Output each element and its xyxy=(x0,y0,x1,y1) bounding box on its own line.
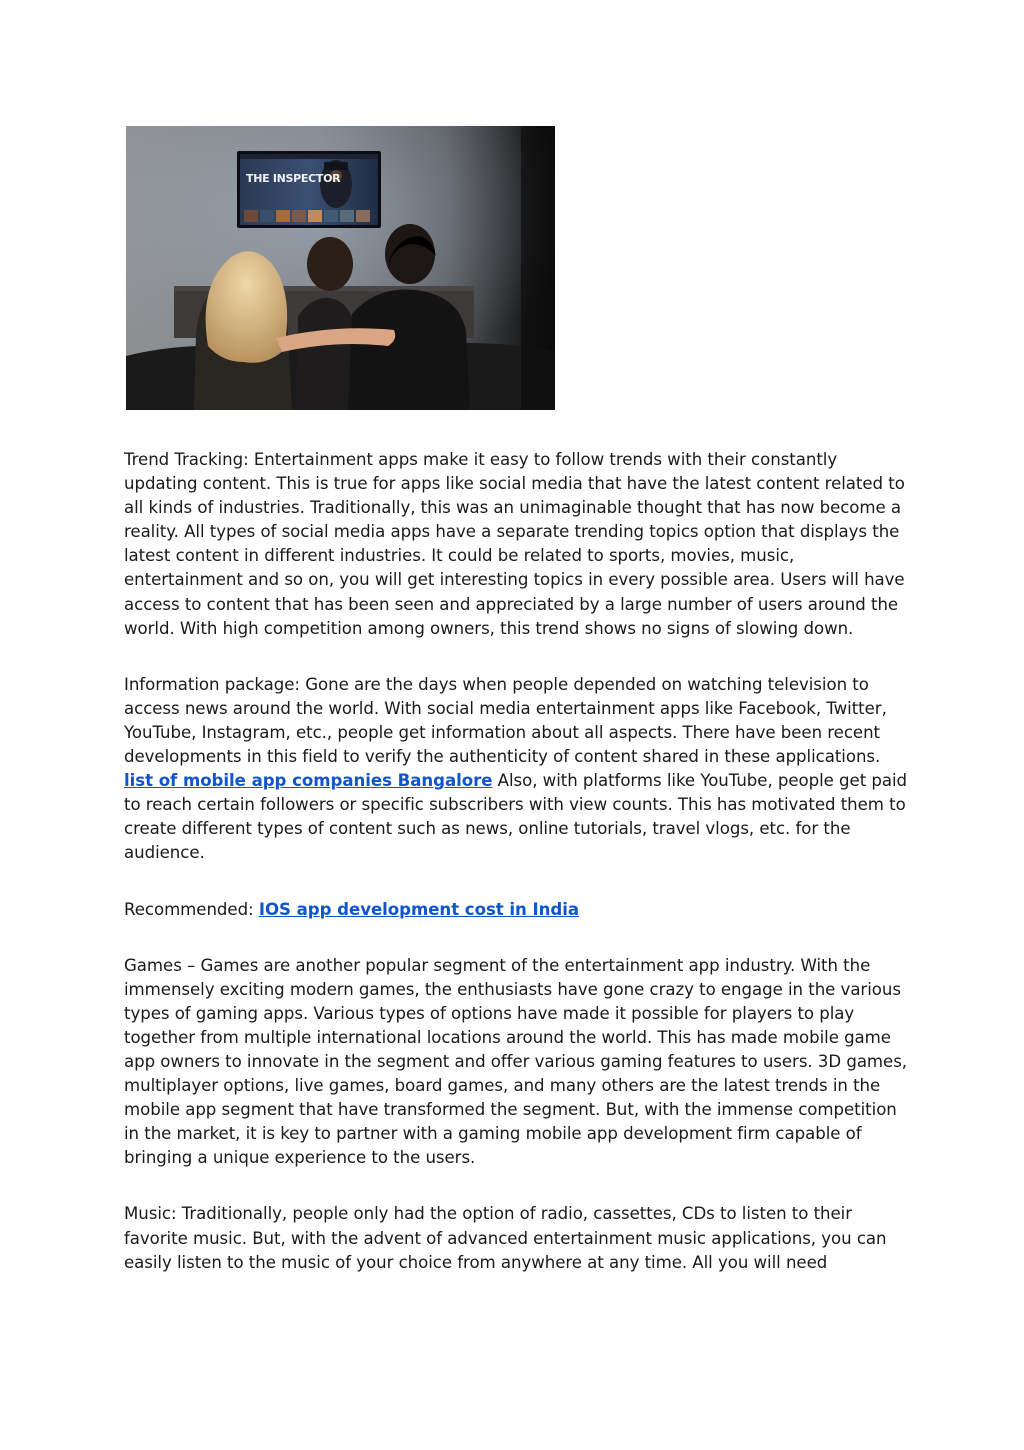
family-watching-tv-photo xyxy=(126,126,555,410)
information-text-after-link: Also, with platforms like YouTube, people get paid to reach certain followers or specific subscribers with view counts. This has motivated them to create different types of content such as news, online tutorials, travel vlogs, etc. for the audience. xyxy=(124,771,908,863)
paragraph-trend-tracking: Trend Tracking: Entertainment apps make it easy to follow trends with their constantly updating content. This is true for apps like social media that have the latest content related to all kinds of industries. Traditionally, this was an unimaginable thought that has now become a reality. All types of social media apps have a separate trending topics option that displays the latest content in different industries. It could be related to sports, movies, music, entertainment and so on, you will get interesting topics in every possible area. Users will have access to content that has been seen and appreciated by a large number of users around the world. With high competition among owners, this trend shows no signs of slowing down. xyxy=(124,450,905,638)
paragraph-recommended xyxy=(124,898,914,922)
tv-show-title: THE INSPECTOR xyxy=(246,172,341,185)
mobile-app-companies-link[interactable]: list of mobile app companies Bangalore xyxy=(124,771,493,791)
recommended-label: Recommended: xyxy=(124,899,259,919)
information-text-before-link: Information package: Gone are the days when people depended on watching television to access news around the world. With social media entertainment apps like Facebook, Twitter, YouTube, Instagram, etc., people get information about all aspects. There have been recent developments in this field to verify the authenticity of content shared in these applications. xyxy=(124,674,887,767)
paragraph-games: Games – Games are another popular segment of the entertainment app industry. With the immensely exciting modern games, the enthusiasts have gone crazy to engage in the various types of gaming apps. Various types of options have made it possible for players to play together from multiple international locations around the world. This has made mobile game app owners to innovate in the segment and offer various gaming features to users. 3D games, multiplayer options, live games, board games, and many others are the latest trends in the mobile app segment that have transformed the segment. But, with the immense competition in the market, it is key to partner with a gaming mobile app development firm capable of bringing a unique experience to the users. xyxy=(124,955,908,1168)
paragraph-information-package xyxy=(124,673,914,866)
article-body xyxy=(124,448,914,1307)
paragraph-music: Music: Traditionally, people only had the option of radio, cassettes, CDs to listen to their favorite music. But, with the advent of advanced entertainment music applications, you can easily listen to the music of your choice from anywhere at any time. All you will need xyxy=(124,1204,887,1272)
ios-app-cost-link[interactable]: IOS app development cost in India xyxy=(258,899,580,919)
